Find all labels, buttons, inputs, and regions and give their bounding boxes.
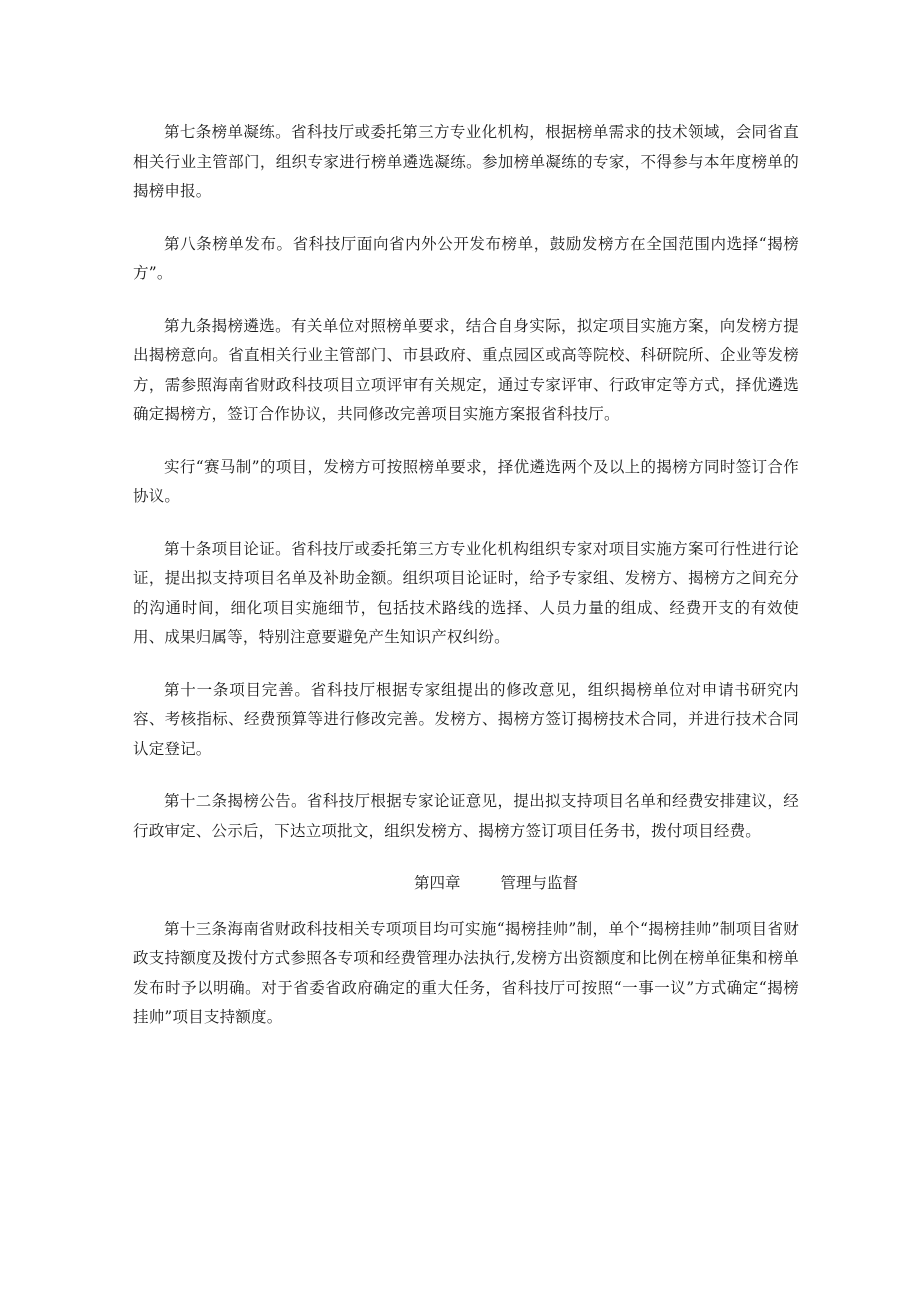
article-8: 第八条榜单发布。省科技厅面向省内外公开发布榜单，鼓励发榜方在全国范围内选择“揭榜方”。 (133, 234, 799, 282)
chapter-title: 管理与监督 (500, 874, 579, 892)
chapter-number: 第四章 (413, 874, 461, 892)
article-7: 第七条榜单凝练。省科技厅或委托第三方专业化机构，根据榜单需求的技术领域，会同省直相关行业主管部门，组织专家进行榜单遴选凝练。参加榜单凝练的专家，不得参与本年度榜单的揭榜申报。 (133, 123, 799, 200)
document-body (133, 118, 799, 1056)
article-9-supplement: 实行“赛马制”的项目，发榜方可按照榜单要求，择优遴选两个及以上的揭榜方同时签订合作协议。 (133, 457, 799, 505)
article-11: 第十一条项目完善。省科技厅根据专家组提出的修改意见，组织揭榜单位对申请书研究内容、考核指标、经费预算等进行修改完善。发榜方、揭榜方签订揭榜技术合同，并进行技术合同认定登记。 (133, 680, 799, 758)
article-9: 第九条揭榜遴选。有关单位对照榜单要求，结合自身实际，拟定项目实施方案，向发榜方提出揭榜意向。省直相关行业主管部门、市县政府、重点园区或高等院校、科研院所、企业等发榜方，需参照海南省财政科技项目立项评审有关规定，通过专家评审、行政审定等方式，择优遴选确定揭榜方，签订合作协议，共同修改完善项目实施方案报省科技厅。 (133, 316, 799, 423)
article-12: 第十二条揭榜公告。省科技厅根据专家论证意见，提出拟支持项目名单和经费安排建议，经行政审定、公示后，下达立项批文，组织发榜方、揭榜方签订项目任务书，拨付项目经费。 (133, 792, 799, 840)
article-10: 第十条项目论证。省科技厅或委托第三方专业化机构组织专家对项目实施方案可行性进行论证，提出拟支持项目名单及补助金额。组织项目论证时，给予专家组、发榜方、揭榜方之间充分的沟通时间，细化项目实施细节，包括技术路线的选择、人员力量的组成、经费开支的有效使用、成果归属等，特别注意要避免产生知识产权纠纷。 (133, 539, 799, 646)
chapter-heading (133, 869, 799, 899)
article-13: 第十三条海南省财政科技相关专项项目均可实施“揭榜挂帅”制，单个“揭榜挂帅”制项目省财政支持额度及拨付方式参照各专项和经费管理办法执行,发榜方出资额度和比例在榜单征集和榜单发布时予以明确。对于省委省政府确定的重大任务，省科技厅可按照“一事一议”方式确定“揭榜挂帅”项目支持额度。 (133, 919, 799, 1026)
